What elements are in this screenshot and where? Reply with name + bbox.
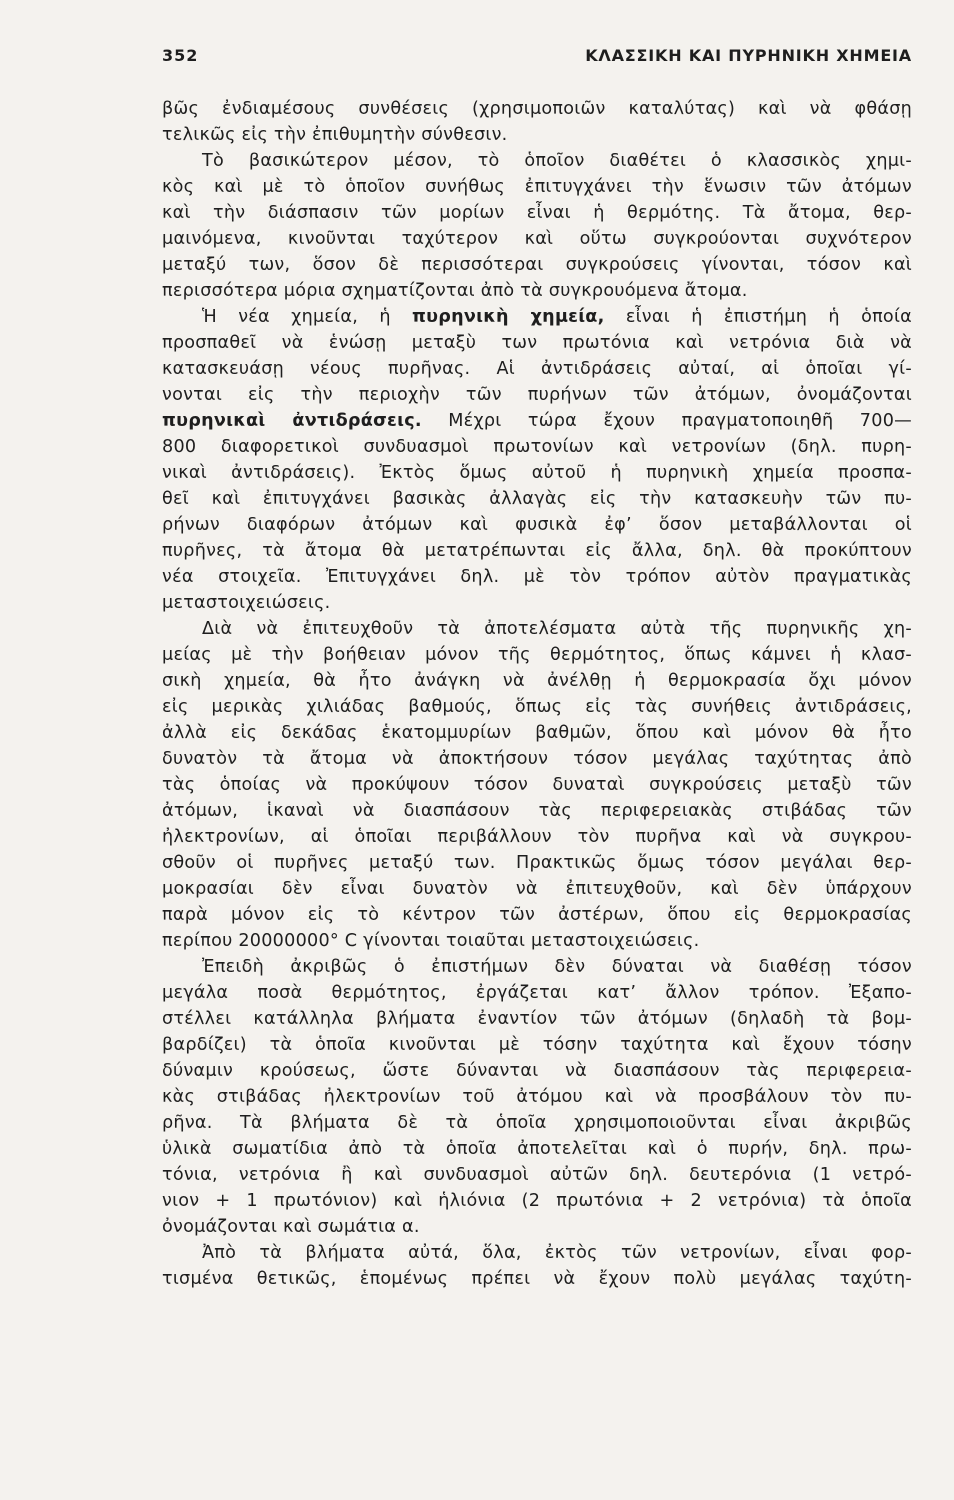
- text-line: βῶς ἐνδιαμέσους συνθέσεις (χρησιμοποιῶν καταλύτας) καὶ νὰ φθάσῃ: [162, 99, 912, 119]
- text-line: νιον + 1 πρωτόνιον) καὶ ἡλιόνια (2 πρωτόνια + 2 νετρόνια) τὰ ὁποῖα: [162, 1191, 912, 1211]
- bold-term: πυρηνικὴ χημεία,: [412, 307, 605, 327]
- text-line: καὶ τὴν διάσπασιν τῶν μορίων εἶναι ἡ θερμότης. Τὰ ἄτομα, θερ-: [162, 203, 912, 223]
- page-header: [162, 46, 912, 76]
- text-line: ὀνομάζονται καὶ σωμάτια α.: [162, 1217, 420, 1237]
- text-line: 800 διαφορετικοὶ συνδυασμοὶ πρωτονίων καὶ νετρονίων (δηλ. πυρη-: [162, 437, 912, 457]
- text-line: μεταστοιχειώσεις.: [162, 593, 331, 613]
- text-line: σθοῦν οἱ πυρῆνες μεταξύ των. Πρακτικῶς ὅμως τόσον μεγάλαι θερ-: [162, 853, 912, 873]
- text-line: Τὸ βασικώτερον μέσον, τὸ ὁποῖον διαθέτει ὁ κλασσικὸς χημι-: [202, 151, 912, 171]
- text-line: μεταξύ των, ὅσον δὲ περισσότεραι συγκρούσεις γίνονται, τόσον καὶ: [162, 255, 912, 275]
- text-line: παρὰ μόνον εἰς τὸ κέντρον τῶν ἀστέρων, ὅπου εἰς θερμοκρασίας: [162, 905, 912, 925]
- text-line: εἰς μερικὰς χιλιάδας βαθμούς, ὅπως εἰς τὰς συνήθεις ἀντιδράσεις,: [162, 697, 912, 717]
- text-line: κὸς καὶ μὲ τὸ ὁποῖον συνήθως ἐπιτυγχάνει τὴν ἕνωσιν τῶν ἀτόμων: [162, 177, 912, 197]
- text-line: μεγάλα ποσὰ θερμότητος, ἐργάζεται κατ’ ἄλλον τρόπον. Ἐξαπο-: [162, 983, 912, 1003]
- page-number: 352: [162, 46, 199, 65]
- text-line: νικαὶ ἀντιδράσεις). Ἐκτὸς ὅμως αὐτοῦ ἡ πυρηνικὴ χημεία προσπα-: [162, 463, 912, 483]
- text-line: στέλλει κατάλληλα βλήματα ἐναντίον τῶν ἀτόμων (δηλαδὴ τὰ βομ-: [162, 1009, 912, 1029]
- text-line: δυνατὸν τὰ ἄτομα νὰ ἀποκτήσουν τόσον μεγάλας ταχύτητας ἀπὸ: [162, 749, 912, 769]
- bold-term: πυρηνικαὶ ἀντιδράσεις.: [162, 411, 422, 431]
- text-line: ρήνων διαφόρων ἀτόμων καὶ φυσικὰ ἐφ’ ὅσον μεταβάλλονται οἱ: [162, 515, 912, 535]
- text-line: δύναμιν κρούσεως, ὥστε δύνανται νὰ διασπάσουν τὰς περιφερεια-: [162, 1061, 912, 1081]
- text-line: θεῖ καὶ ἐπιτυγχάνει βασικὰς ἀλλαγὰς εἰς τὴν κατασκευὴν τῶν πυ-: [162, 489, 912, 509]
- text-line: τελικῶς εἰς τὴν ἐπιθυμητὴν σύνθεσιν.: [162, 125, 508, 145]
- body-text: [162, 96, 912, 1292]
- text-line: [162, 304, 912, 330]
- text-line: πυρῆνες, τὰ ἄτομα θὰ μετατρέπωνται εἰς ἄλλα, δηλ. θὰ προκύπτουν: [162, 541, 912, 561]
- text-line: βαρδίζει) τὰ ὁποῖα κινοῦνται μὲ τόσην ταχύτητα καὶ ἔχουν τόσην: [162, 1035, 912, 1055]
- text-line: ὑλικὰ σωματίδια ἀπὸ τὰ ὁποῖα ἀποτελεῖται καὶ ὁ πυρήν, δηλ. πρω-: [162, 1139, 912, 1159]
- text-line: ρῆνα. Τὰ βλήματα δὲ τὰ ὁποῖα χρησιμοποιοῦνται εἶναι ἀκριβῶς: [162, 1113, 912, 1133]
- text-line: ἀλλὰ εἰς δεκάδας ἑκατομμυρίων βαθμῶν, ὅπου καὶ μόνον θὰ ἦτο: [162, 723, 912, 743]
- text-line: νέα στοιχεῖα. Ἐπιτυγχάνει δηλ. μὲ τὸν τρόπον αὐτὸν πραγματικὰς: [162, 567, 912, 587]
- text-line: Διὰ νὰ ἐπιτευχθοῦν τὰ ἀποτελέσματα αὐτὰ τῆς πυρηνικῆς χη-: [202, 619, 912, 639]
- text-line: προσπαθεῖ νὰ ἑνώσῃ μεταξὺ των πρωτόνια καὶ νετρόνια διὰ νὰ: [162, 333, 912, 353]
- text-line: τισμένα θετικῶς, ἑπομένως πρέπει νὰ ἔχουν πολὺ μεγάλας ταχύτη-: [162, 1269, 912, 1289]
- running-title: ΚΛΑΣΣΙΚΗ ΚΑΙ ΠΥΡΗΝΙΚΗ ΧΗΜΕΙΑ: [585, 46, 912, 65]
- text-line: Ἐπειδὴ ἀκριβῶς ὁ ἐπιστήμων δὲν δύναται νὰ διαθέσῃ τόσον: [202, 957, 912, 977]
- text-line: περίπου 20000000° C γίνονται τοιαῦται μεταστοιχειώσεις.: [162, 931, 700, 951]
- text-line: μαινόμενα, κινοῦνται ταχύτερον καὶ οὕτω συγκρούονται συχνότερον: [162, 229, 912, 249]
- text-line: νονται εἰς τὴν περιοχὴν τῶν πυρήνων τῶν ἀτόμων, ὀνομάζονται: [162, 385, 912, 405]
- text-line: τὰς ὁποίας νὰ προκύψουν τόσον δυναταὶ συγκρούσεις μεταξὺ τῶν: [162, 775, 912, 795]
- text-line: κατασκευάσῃ νέους πυρῆνας. Αἱ ἀντιδράσεις αὐταί, αἱ ὁποῖαι γί-: [162, 359, 912, 379]
- text-line: [162, 408, 912, 434]
- text-line: μοκρασίαι δὲν εἶναι δυνατὸν νὰ ἐπιτευχθοῦν, καὶ δὲν ὑπάρχουν: [162, 879, 912, 899]
- text-line: σικὴ χημεία, θὰ ἦτο ἀνάγκη νὰ ἀνέλθῃ ἡ θερμοκρασία ὄχι μόνον: [162, 671, 912, 691]
- text-line: μείας μὲ τὴν βοήθειαν μόνον τῆς θερμότητος, ὅπως κάμνει ἡ κλασ-: [162, 645, 912, 665]
- text-line: κὰς στιβάδας ἠλεκτρονίων τοῦ ἀτόμου καὶ νὰ προσβάλουν τὸν πυ-: [162, 1087, 912, 1107]
- text-line: περισσότερα μόρια σχηματίζονται ἀπὸ τὰ συγκρουόμενα ἄτομα.: [162, 281, 748, 301]
- text-run: εἶναι ἡ ἐπιστήμη ἡ ὁποία: [604, 307, 912, 327]
- text-run: Ἡ νέα χημεία, ἡ: [202, 307, 412, 327]
- text-line: ἀτόμων, ἱκαναὶ νὰ διασπάσουν τὰς περιφερειακὰς στιβάδας τῶν: [162, 801, 912, 821]
- text-line: Ἀπὸ τὰ βλήματα αὐτά, ὅλα, ἐκτὸς τῶν νετρονίων, εἶναι φορ-: [202, 1243, 912, 1263]
- text-line: τόνια, νετρόνια ἢ καὶ συνδυασμοὶ αὐτῶν δηλ. δευτερόνια (1 νετρό-: [162, 1165, 912, 1185]
- text-run: Μέχρι τώρα ἔχουν πραγματοποιηθῆ 700—: [421, 411, 912, 431]
- text-line: ἠλεκτρονίων, αἱ ὁποῖαι περιβάλλουν τὸν πυρῆνα καὶ νὰ συγκρου-: [162, 827, 912, 847]
